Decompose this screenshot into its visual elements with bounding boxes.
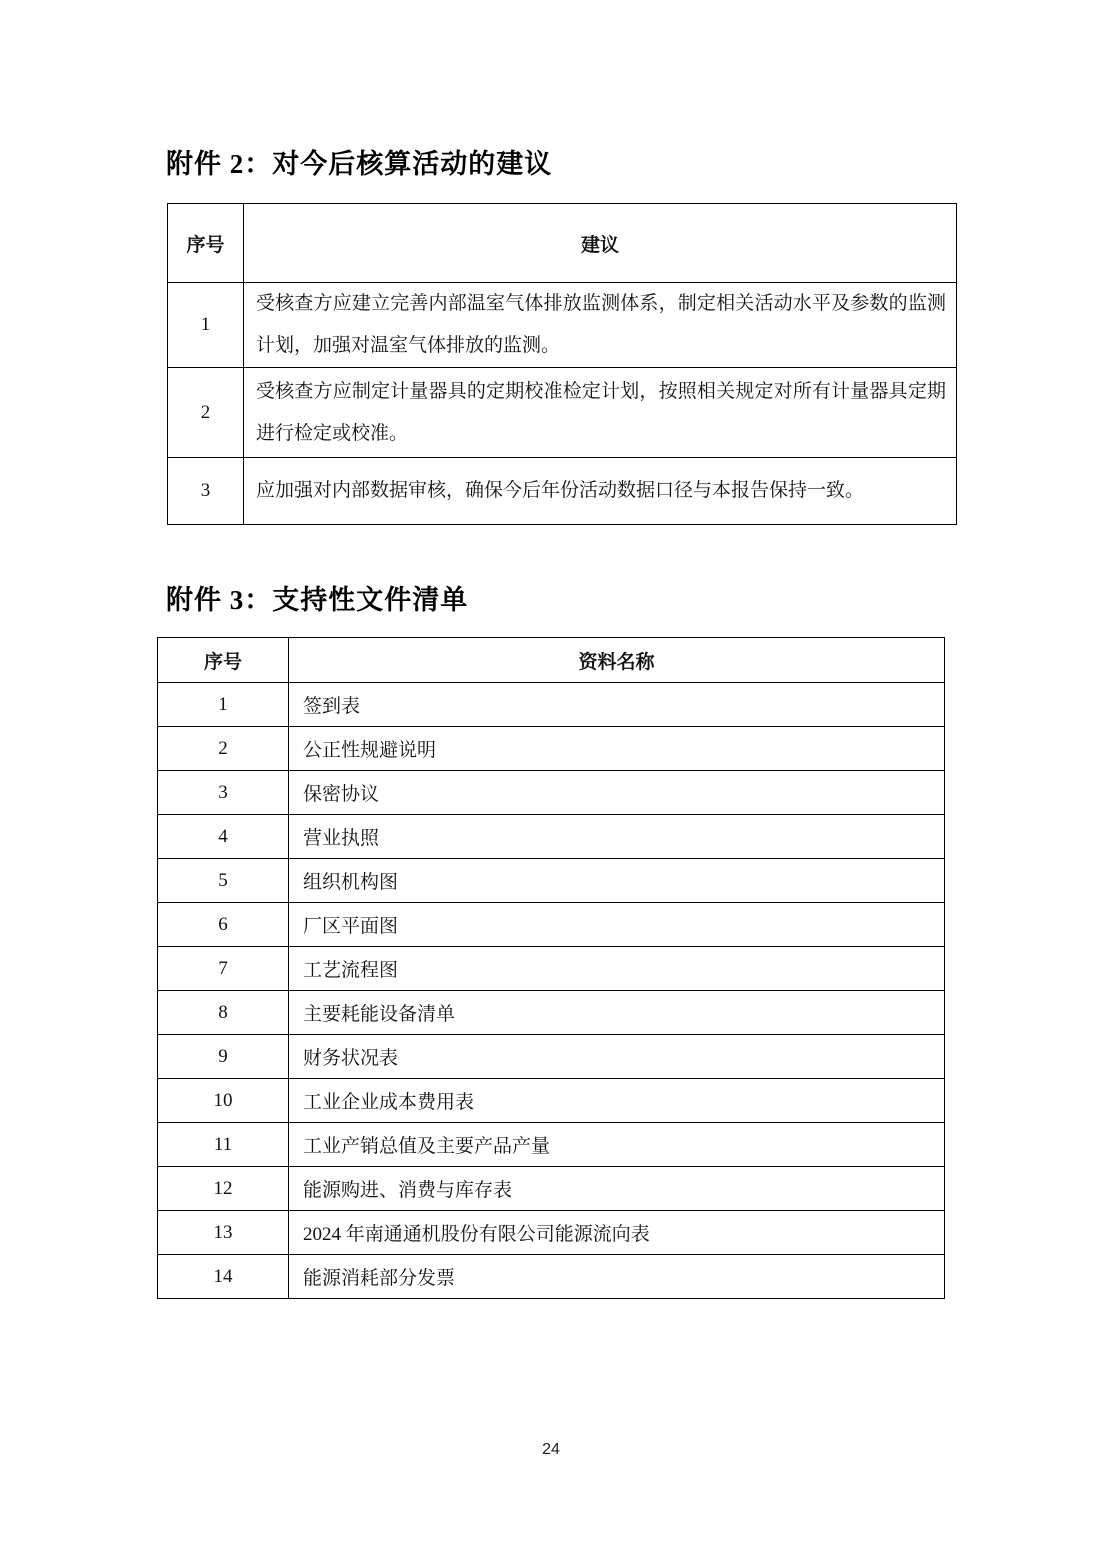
- document-name: 工艺流程图: [289, 947, 945, 991]
- row-number: 12: [158, 1167, 289, 1211]
- table-row: [168, 368, 957, 458]
- table-row: [158, 947, 945, 991]
- table-row: [158, 991, 945, 1035]
- row-number: 5: [158, 859, 289, 903]
- table-row: [158, 859, 945, 903]
- row-number: 9: [158, 1035, 289, 1079]
- suggestions-header-suggestion: 建议: [244, 204, 957, 283]
- row-number: 2: [158, 727, 289, 771]
- table-row: [168, 283, 957, 368]
- document-name: 2024 年南通通机股份有限公司能源流向表: [289, 1211, 945, 1255]
- table-row: [168, 458, 957, 525]
- row-number: 4: [158, 815, 289, 859]
- row-number: 14: [158, 1255, 289, 1299]
- table-row: [158, 815, 945, 859]
- table-row: [158, 1035, 945, 1079]
- documents-header-no: 序号: [158, 638, 289, 683]
- document-name: 组织机构图: [289, 859, 945, 903]
- suggestions-table: [167, 203, 957, 525]
- document-name: 公正性规避说明: [289, 727, 945, 771]
- row-number: 1: [168, 283, 244, 368]
- row-number: 10: [158, 1079, 289, 1123]
- document-name: 保密协议: [289, 771, 945, 815]
- document-name: 签到表: [289, 683, 945, 727]
- table-row: [158, 1167, 945, 1211]
- attachment2-title: 附件 2：对今后核算活动的建议: [166, 149, 553, 179]
- row-number: 1: [158, 683, 289, 727]
- table-row: [158, 1255, 945, 1299]
- row-number: 3: [158, 771, 289, 815]
- document-name: 能源购进、消费与库存表: [289, 1167, 945, 1211]
- document-name: 工业企业成本费用表: [289, 1079, 945, 1123]
- row-number: 2: [168, 368, 244, 458]
- row-number: 6: [158, 903, 289, 947]
- suggestions-header-no: 序号: [168, 204, 244, 283]
- row-number: 11: [158, 1123, 289, 1167]
- table-row: [158, 903, 945, 947]
- row-number: 7: [158, 947, 289, 991]
- document-name: 财务状况表: [289, 1035, 945, 1079]
- page-number: 24: [542, 1441, 560, 1458]
- table-row: [158, 1079, 945, 1123]
- suggestions-table-header-row: [168, 204, 957, 283]
- suggestion-text: 受核查方应制定计量器具的定期校准检定计划，按照相关规定对所有计量器具定期进行检定或校准。: [244, 368, 957, 458]
- document-name: 能源消耗部分发票: [289, 1255, 945, 1299]
- table-row: [158, 1123, 945, 1167]
- row-number: 8: [158, 991, 289, 1035]
- documents-header-name: 资料名称: [289, 638, 945, 683]
- document-name: 主要耗能设备清单: [289, 991, 945, 1035]
- table-row: [158, 771, 945, 815]
- table-row: [158, 683, 945, 727]
- table-row: [158, 1211, 945, 1255]
- document-name: 工业产销总值及主要产品产量: [289, 1123, 945, 1167]
- row-number: 3: [168, 458, 244, 525]
- attachment3-title: 附件 3：支持性文件清单: [166, 585, 469, 615]
- supporting-documents-table: [157, 637, 945, 1299]
- row-number: 13: [158, 1211, 289, 1255]
- document-name: 厂区平面图: [289, 903, 945, 947]
- documents-table-header-row: [158, 638, 945, 683]
- document-name: 营业执照: [289, 815, 945, 859]
- suggestion-text: 应加强对内部数据审核，确保今后年份活动数据口径与本报告保持一致。: [244, 458, 957, 525]
- suggestion-text: 受核查方应建立完善内部温室气体排放监测体系，制定相关活动水平及参数的监测计划，加强对温室气体排放的监测。: [244, 283, 957, 368]
- table-row: [158, 727, 945, 771]
